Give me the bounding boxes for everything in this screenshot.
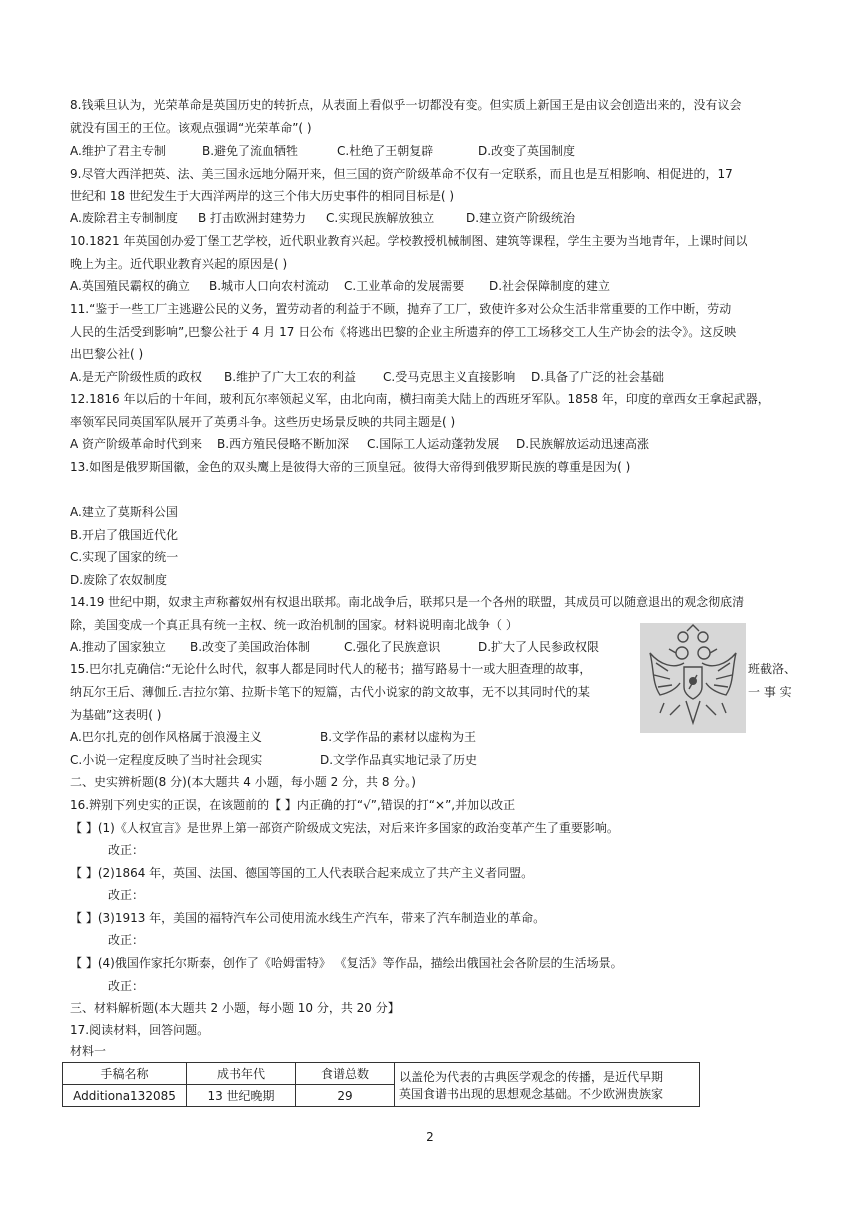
option: B.避免了流血牺牲 <box>202 144 299 158</box>
question-text: 晚上为主。近代职业教育兴起的原因是( ) <box>70 257 288 271</box>
option: A.废除君主专制制度 <box>70 211 178 225</box>
question-text: 人民的生活受到影响”,巴黎公社于 4 月 17 日公布《将逃出巴黎的企业主所遗弃的停工工场移交工人生产协会的法令》。这反映 <box>70 325 737 339</box>
option: C.小说一定程度反映了当时社会现实 <box>70 753 263 767</box>
table-header-row <box>63 1063 700 1085</box>
description-line: 以盖伦为代表的古典医学观念的传播，是近代早期 <box>399 1069 664 1084</box>
russian-coat-of-arms-icon <box>640 623 746 733</box>
page-number: 2 <box>426 1130 434 1144</box>
material-label: 材料一 <box>70 1044 107 1058</box>
option: B.维护了广大工农的利益 <box>224 370 357 384</box>
correction-label: 改正： <box>108 979 145 993</box>
option: D.废除了农奴制度 <box>70 573 168 587</box>
judgement-item: 【 】(3)1913 年，美国的福特汽车公司使用流水线生产汽车，带来了汽车制造业的革命。 <box>70 911 546 925</box>
table-header: 食谱总数 <box>296 1063 395 1085</box>
question-text: 世纪和 18 世纪发生于大西洋两岸的这三个伟大历史事件的相同目标是( ) <box>70 189 455 203</box>
option: B.城市人口向农村流动 <box>209 279 330 293</box>
option: D.建立资产阶级统治 <box>466 211 576 225</box>
option: A.推动了国家独立 <box>70 640 166 654</box>
judgement-item: 【 】(4)俄国作家托尔斯泰，创作了《哈姆雷特》 《复活》等作品，描绘出俄国社会各阶层的生活场景。 <box>70 956 623 970</box>
option: B.开启了俄国近代化 <box>70 528 179 542</box>
question-text: 11.“鉴于一些工厂主逃避公民的义务，置劳动者的利益于不顾，抛弃了工厂，致使许多对公众生活非常重要的工作中断，劳动 <box>70 302 732 316</box>
option: D.扩大了人民参政权限 <box>478 640 600 654</box>
option: B.西方殖民侵略不断加深 <box>217 437 350 451</box>
question-text: 10.1821 年英国创办爱丁堡工艺学校，近代职业教育兴起。学校教授机械制图、建筑等课程，学生主要为当地青年，上课时间以 <box>70 234 748 248</box>
option: D.民族解放运动迅速高涨 <box>516 437 650 451</box>
question-text: 除，美国变成一个真正具有统一主权、统一政治机制的国家。材料说明南北战争（ ） <box>70 618 518 632</box>
options-row <box>70 436 790 453</box>
option: B 打击欧洲封建势力 <box>198 211 307 225</box>
option: C.受马克思主义直接影响 <box>383 370 516 384</box>
table-description <box>395 1063 700 1107</box>
options-row <box>70 278 790 295</box>
correction-label: 改正： <box>108 933 145 947</box>
options-row <box>70 752 790 769</box>
option: D.社会保障制度的建立 <box>489 279 611 293</box>
option: C.国际工人运动蓬勃发展 <box>367 437 500 451</box>
correction-label: 改正： <box>108 888 145 902</box>
question-text: 为基础”这表明( ) <box>70 708 162 722</box>
section-heading: 三、材料解析题(本大题共 2 小题，每小题 10 分，共 20 分】 <box>70 1001 400 1015</box>
table-header: 成书年代 <box>187 1063 296 1085</box>
question-text: 17.阅读材料，回答问题。 <box>70 1023 210 1037</box>
options-row <box>70 729 790 746</box>
option: A.建立了莫斯科公国 <box>70 505 178 519</box>
section-heading: 二、史实辨析题(8 分)(本大题共 4 小题，每小题 2 分，共 8 分。) <box>70 775 416 789</box>
emblem-drawing <box>640 623 746 733</box>
option: A.维护了君主专制 <box>70 144 166 158</box>
material-table <box>62 1062 700 1107</box>
question-text: 纳瓦尔王后、薄伽丘.吉拉尔第、拉斯卡笔下的短篇，古代小说家的韵文故事，无不以其同时代的某 <box>70 685 590 699</box>
table-header: 手稿名称 <box>63 1063 187 1085</box>
options-row <box>70 143 790 160</box>
option: B.文学作品的素材以虚构为王 <box>320 730 477 744</box>
judgement-item: 【 】(1)《人权宣言》是世界上第一部资产阶级成文宪法，对后来许多国家的政治变革产生了重要影响。 <box>70 821 619 835</box>
question-text: 就没有国王的王位。该观点强调“光荣革命”( ) <box>70 121 312 135</box>
question-text: 一 事 实 <box>748 685 792 699</box>
option: D.改变了英国制度 <box>478 144 576 158</box>
judgement-item: 【 】(2)1864 年，英国、法国、德国等国的工人代表联合起来成立了共产主义者同盟。 <box>70 866 534 880</box>
option: C.工业革命的发展需要 <box>344 279 465 293</box>
question-text: 14.19 世纪中期，奴隶主声称蓄奴州有权退出联邦。南北战争后，联邦只是一个各州的联盟，其成员可以随意退出的观念彻底清 <box>70 595 745 609</box>
option: A.英国殖民霸权的确立 <box>70 279 190 293</box>
option: A 资产阶级革命时代到来 <box>70 437 203 451</box>
question-text: 出巴黎公社( ) <box>70 347 144 361</box>
option: C.实现民族解放独立 <box>326 211 435 225</box>
options-row <box>70 369 790 386</box>
option: D.具备了广泛的社会基础 <box>531 370 665 384</box>
table-cell: 29 <box>296 1085 395 1107</box>
option: C.实现了国家的统一 <box>70 550 179 564</box>
option: D.文学作品真实地记录了历史 <box>320 753 478 767</box>
question-text: 8.钱乘旦认为，光荣革命是英国历史的转折点，从表面上看似乎一切都没有变。但实质上新国王是由议会创造出来的，没有议会 <box>70 98 742 112</box>
option: C.杜绝了王朝复辟 <box>337 144 434 158</box>
table-cell: 13 世纪晚期 <box>187 1085 296 1107</box>
options-row <box>70 210 790 227</box>
question-text: 12.1816 年以后的十年间，玻利瓦尔率领起义军，由北向南，横扫南美大陆上的西班牙军队。1858 年，印度的章西女王拿起武器， <box>70 392 770 406</box>
table-cell: Additiona132085 <box>63 1085 187 1107</box>
question-text: 9.尽管大西洋把英、法、美三国永远地分隔开来，但三国的资产阶级革命不仅有一定联系，而且也是互相影响、相促进的，17 <box>70 167 733 181</box>
correction-label: 改正： <box>108 843 145 857</box>
question-text: 率领军民同英国军队展开了英勇斗争。这些历史场景反映的共同主题是( ) <box>70 415 456 429</box>
question-text: 13.如图是俄罗斯国徽，金色的双头鹰上是彼得大帝的三顶皇冠。彼得大帝得到俄罗斯民族的尊重是因为( ) <box>70 460 631 474</box>
question-text: 15.巴尔扎克确信:“无论什么时代，叙事人都是同时代人的秘书；描写路易十一或大胆查理的故事， <box>70 662 592 676</box>
option: A.是无产阶级性质的政权 <box>70 370 202 384</box>
question-text: 16.辨别下列史实的正误，在该题前的【 】内正确的打“√”,错误的打“×”,并加以改正 <box>70 798 516 812</box>
description-line: 英国食谱书出现的思想观念基础。不少欧洲贵族家 <box>399 1086 664 1101</box>
question-text: 班截洛、 <box>748 662 797 676</box>
option: A.巴尔扎克的创作风格属于浪漫主义 <box>70 730 262 744</box>
option: B.改变了美国政治体制 <box>190 640 311 654</box>
option: C.强化了民族意识 <box>344 640 441 654</box>
